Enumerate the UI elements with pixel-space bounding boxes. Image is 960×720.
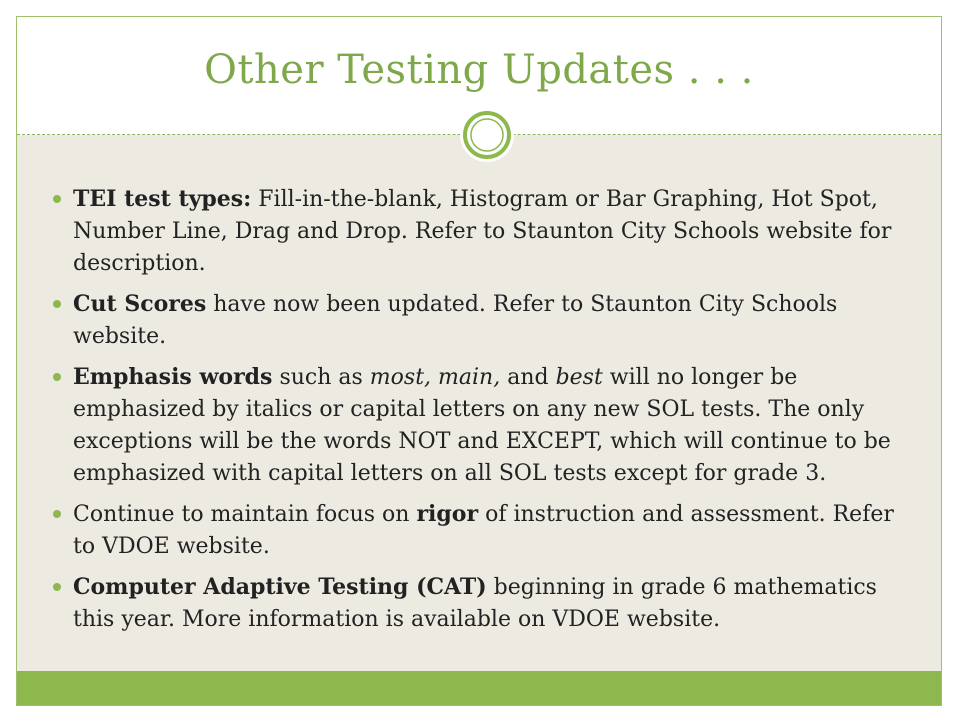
bullet-dot xyxy=(53,195,61,203)
bullet-text: will no longer be emphasized by italics or capital letters on any new SOL tests. The only exceptions will be the words NOT and EXCEPT, which will continue to be emphasized with capital letters on all SOL tests except for grade 3. xyxy=(73,365,891,486)
ring-icon xyxy=(457,105,517,165)
bullet-lead: Cut Scores xyxy=(73,291,207,317)
bullet-text: Fill-in-the-blank, Histogram or Bar Graphing, Hot Spot, Number Line, Drag and Drop. Refer to Staunton City Schools website for description. xyxy=(73,187,892,276)
bullet-dot xyxy=(53,373,61,381)
bullet-dot xyxy=(53,300,61,308)
bullet-emphasis: most, main, xyxy=(369,365,501,390)
bullet-item-rigor xyxy=(53,498,903,563)
bullet-emphasis: best xyxy=(555,365,603,390)
bullet-item-tei xyxy=(53,183,903,280)
bullet-text: such as xyxy=(272,365,370,390)
bullet-item-cut-scores xyxy=(53,288,903,353)
bullet-item-cat xyxy=(53,571,903,636)
bullet-item-emphasis-words xyxy=(53,361,903,490)
bullet-strong: rigor xyxy=(416,501,479,527)
bullet-text: and xyxy=(500,365,556,390)
bullet-lead: Emphasis words xyxy=(73,364,273,390)
slide-title: Other Testing Updates . . . xyxy=(204,47,754,93)
content-area xyxy=(17,135,941,673)
bullet-dot xyxy=(53,583,61,591)
bullet-text: Continue to maintain focus on xyxy=(73,502,417,527)
bullet-lead: Computer Adaptive Testing (CAT) xyxy=(73,574,487,600)
bullet-text: beginning in grade 6 mathematics this year. More information is available on VDOE website. xyxy=(73,575,877,632)
bullet-text: have now been updated. Refer to Staunton City Schools website. xyxy=(73,292,838,349)
bullet-list xyxy=(53,183,903,644)
slide-frame xyxy=(16,16,942,706)
footer-bar xyxy=(17,671,941,705)
bullet-text: of instruction and assessment. Refer to VDOE website. xyxy=(73,502,894,559)
bullet-dot xyxy=(53,510,61,518)
bullet-lead: TEI test types: xyxy=(73,186,252,212)
